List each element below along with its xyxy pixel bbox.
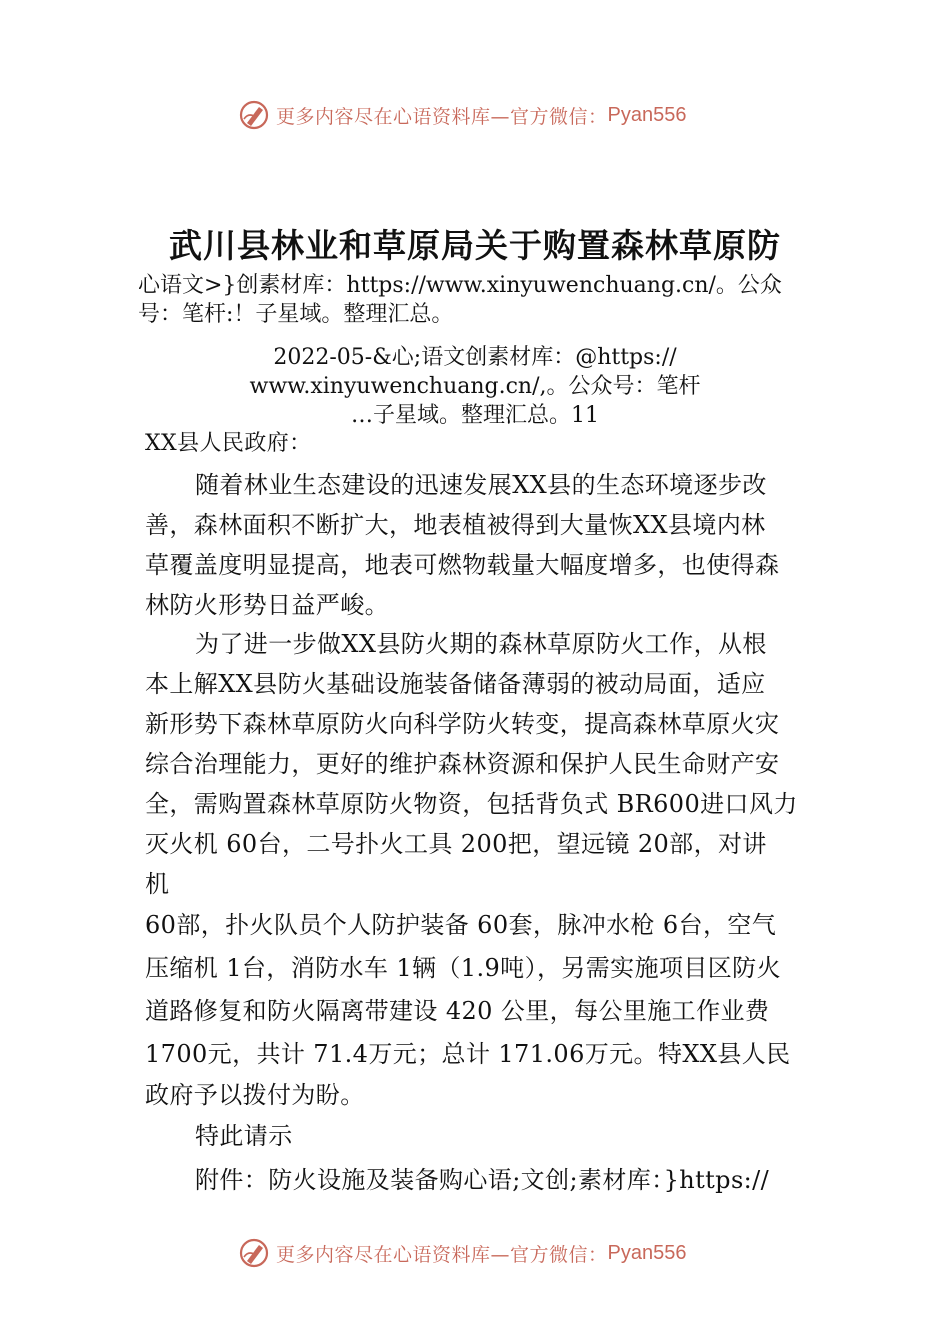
date-line-1: 2022-05-&心;语文创素材库：@https:// — [273, 345, 677, 370]
paragraph-3-line: 道路修复和防火隔离带建设 420 公里，每公里施工作业费 — [145, 997, 770, 1025]
closing-request: 特此请示 — [195, 1122, 293, 1150]
paragraph-2-line: 全，需购置森林草原防火物资，包括背负式 BR600进口风力 — [145, 790, 798, 818]
document-title: 武川县林业和草原局关于购置森林草原防 — [169, 226, 781, 265]
addressee: XX县人民政府： — [145, 431, 312, 456]
paragraph-3-line: 1700元，共计 71.4万元；总计 171.06万元。特XX县人民 — [145, 1040, 791, 1068]
paragraph-2-line: 新形势下森林草原防火向科学防火转变，提高森林草原火灾 — [145, 710, 780, 738]
source-line-2: 号：笔杆:！子星域。整理汇总。 — [138, 302, 454, 327]
paragraph-1-line: 随着林业生态建设的迅速发展XX县的生态环境逐步改 — [195, 471, 767, 499]
paragraph-2-line: 机 — [145, 870, 170, 898]
paragraph-3-line: 政府予以拨付为盼。 — [145, 1081, 365, 1109]
pen-logo-icon — [238, 99, 270, 131]
watermark-wechat-id: Pyan556 — [607, 103, 687, 126]
header-watermark — [238, 98, 758, 132]
date-line-2: www.xinyuwenchuang.cn/,。公众号：笔杆 — [249, 374, 701, 399]
paragraph-2-line: 本上解XX县防火基础设施装备储备薄弱的被动局面，适应 — [145, 670, 766, 698]
date-line-3: …子星域。整理汇总。11 — [351, 403, 599, 428]
footer-watermark — [238, 1236, 758, 1270]
pen-logo-icon — [238, 1237, 270, 1269]
paragraph-1-line: 林防火形势日益严峻。 — [145, 591, 389, 619]
source-line-1: 心语文>}创素材库：https://www.xinyuwenchuang.cn/。公众 — [138, 273, 782, 298]
watermark-text: 更多内容尽在心语资料库—官方微信： — [276, 1243, 608, 1266]
paragraph-3-line: 压缩机 1台，消防水车 1辆（1.9吨），另需实施项目区防火 — [145, 954, 781, 982]
paragraph-2-line: 综合治理能力，更好的维护森林资源和保护人民生命财产安 — [145, 750, 780, 778]
attachment-line: 附件：防火设施及装备购心语;文创;素材库：}https:// — [195, 1166, 770, 1194]
watermark-text: 更多内容尽在心语资料库—官方微信： — [276, 105, 608, 128]
paragraph-1-line: 善，森林面积不断扩大，地表植被得到大量恢XX县境内林 — [145, 511, 766, 539]
paragraph-2-line: 灭火机 60台，二号扑火工具 200把，望远镜 20部，对讲 — [145, 830, 767, 858]
paragraph-1-line: 草覆盖度明显提高，地表可燃物载量大幅度增多，也使得森 — [145, 551, 780, 579]
paragraph-2-line: 为了进一步做XX县防火期的森林草原防火工作，从根 — [195, 630, 767, 658]
paragraph-3-line: 60部，扑火队员个人防护装备 60套，脉冲水枪 6台，空气 — [145, 911, 777, 939]
watermark-wechat-id: Pyan556 — [607, 1241, 687, 1264]
